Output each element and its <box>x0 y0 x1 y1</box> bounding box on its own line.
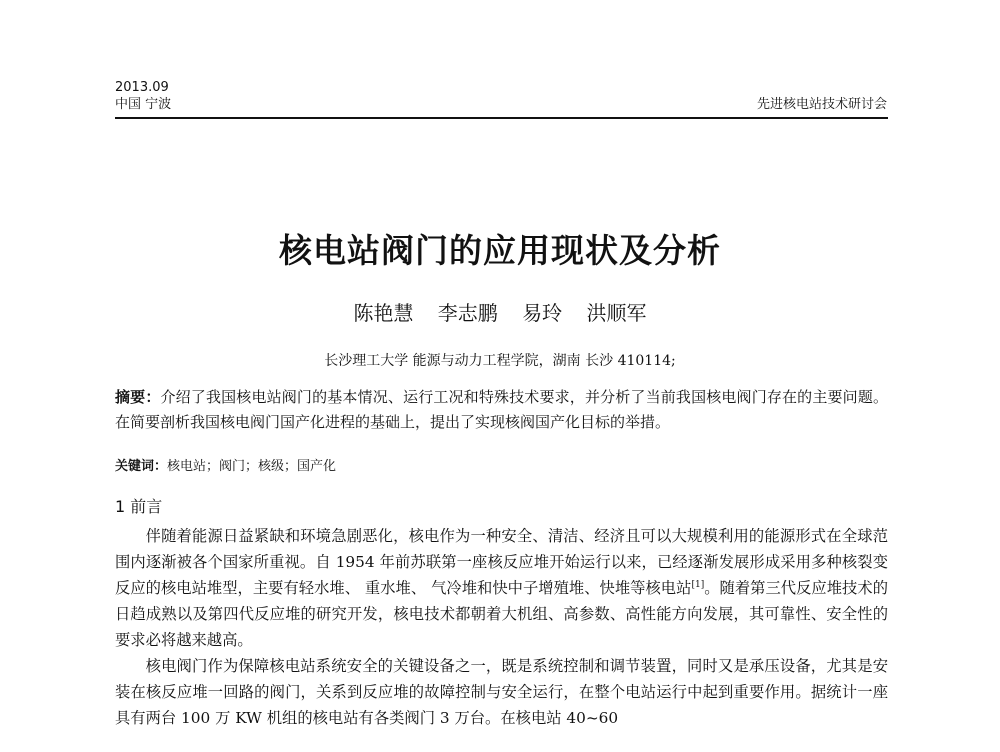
conference-location: 中国 宁波 <box>115 97 172 112</box>
conference-name: 先进核电站技术研讨会 <box>756 97 887 112</box>
abstract-label: 摘要： <box>115 388 161 406</box>
conference-date: 2013.09 <box>115 80 169 95</box>
keywords-label: 关键词： <box>115 459 168 474</box>
paper-affiliation: 长沙理工大学 能源与动力工程学院，湖南 长沙 410114; <box>324 353 676 369</box>
header-rule <box>115 117 888 119</box>
citation-reference: [1] <box>691 579 705 590</box>
section-body <box>115 523 888 731</box>
abstract-text: 介绍了我国核电站阀门的基本情况、运行工况和特殊技术要求，并分析了当前我国核电阀门存在的主要问题。在简要剖析我国核电阀门国产化进程的基础上，提出了实现核阀国产化目标的举措。 <box>115 388 888 431</box>
paragraph <box>115 523 888 653</box>
paragraph: 核电阀门作为保障核电站系统安全的关键设备之一，既是系统控制和调节装置，同时又是承压设备，尤其是安装在核反应堆一回路的阀门，关系到反应堆的故障控制与安全运行，在整个电站运行中起到重要作用。据统计一座具有两台 100 万 KW 机组的核电站有各类阀门 3 万台。在核电站 40~60 <box>115 657 888 727</box>
keywords-text: 核电站；阀门；核级；国产化 <box>167 459 337 474</box>
paper-authors: 陈艳慧 李志鹏 易玲 洪顺军 <box>353 301 647 325</box>
section-heading-introduction: 1 前言 <box>115 497 163 516</box>
paragraph-text: 。随着第三代反应堆技术的日趋成熟以及第四代反应堆的研究开发，核电技术都朝着大机组、高参数、高性能方向发展，其可靠性、安全性的要求必将越来越高。 <box>115 579 888 649</box>
abstract <box>115 385 888 435</box>
keywords <box>115 455 888 474</box>
paragraph-text: 伴随着能源日益紧缺和环境急剧恶化，核电作为一种安全、清洁、经济且可以大规模利用的能源形式在全球范围内逐渐被各个国家所重视。自 1954 年前苏联第一座核反应堆开始运行以来，已经逐渐发展形成采用多种核裂变反应的核电站堆型，主要有轻水堆、 重水堆、 气冷堆和快中子增殖堆、快堆等核电站 <box>115 527 888 597</box>
paper-title: 核电站阀门的应用现状及分析 <box>279 231 721 270</box>
running-header-left <box>115 79 171 113</box>
